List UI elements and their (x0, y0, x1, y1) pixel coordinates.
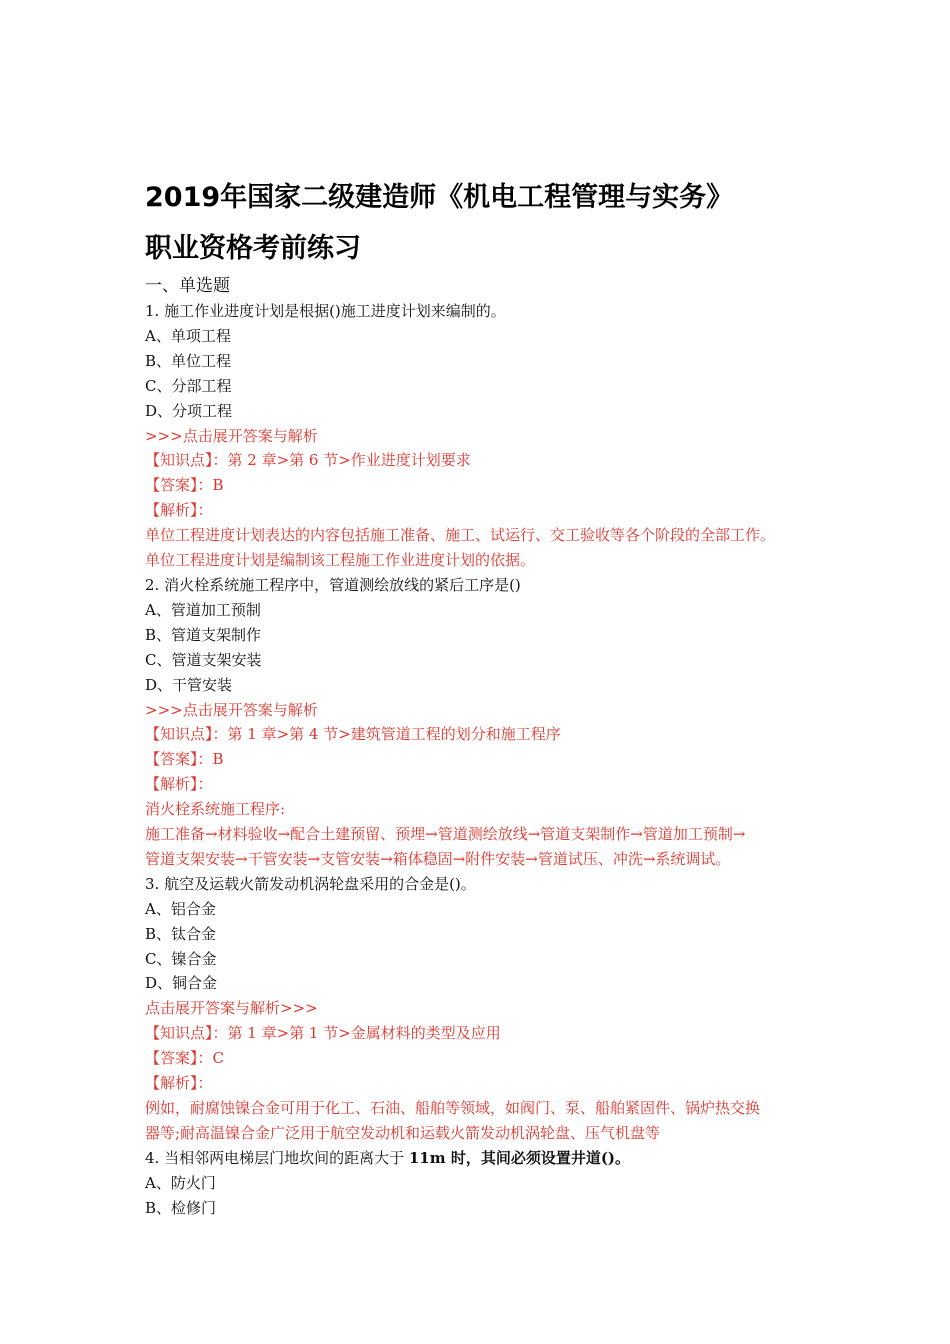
question-4-stem-prefix: 4. 当相邻两电梯层门地坎间的距离大于 (145, 1148, 409, 1167)
question-3-option-b: B、钛合金 (145, 924, 217, 943)
question-3-analysis-line-1: 例如，耐腐蚀镍合金可用于化工、石油、船舶等领域，如阀门、泵、船舶紧固件、锅炉热交换 (145, 1099, 761, 1117)
section-heading: 一、单选题 (145, 276, 230, 296)
question-1-option-c: C、分部工程 (145, 376, 232, 395)
question-1-answer: 【答案】：B (145, 476, 224, 495)
question-2-knowledge-point: 【知识点】：第 1 章>第 4 节>建筑管道工程的划分和施工程序 (145, 725, 561, 744)
question-1-option-d: D、分项工程 (145, 401, 233, 420)
question-3-analysis-label: 【解析】： (145, 1074, 213, 1093)
question-3-knowledge-point: 【知识点】：第 1 章>第 1 节>金属材料的类型及应用 (145, 1024, 501, 1043)
question-3-option-d: D、铜合金 (145, 974, 218, 993)
question-2-option-d: D、干管安装 (145, 675, 233, 694)
question-2-analysis-label: 【解析】： (145, 775, 213, 794)
question-1-option-b: B、单位工程 (145, 351, 232, 370)
question-4-option-a: A、防火门 (145, 1173, 216, 1192)
question-4-stem (145, 1146, 825, 1171)
question-1-knowledge-point: 【知识点】：第 2 章>第 6 节>作业进度计划要求 (145, 451, 471, 470)
document-content (145, 172, 825, 1221)
question-2-stem: 2. 消火栓系统施工程序中，管道测绘放线的紧后工序是() (145, 575, 521, 594)
question-1-analysis-label: 【解析】： (145, 501, 213, 520)
question-2-option-c: C、管道支架安装 (145, 650, 262, 669)
question-3-option-c: C、镍合金 (145, 949, 217, 968)
question-2-answer: 【答案】：B (145, 750, 224, 769)
question-3-stem: 3. 航空及运载火箭发动机涡轮盘采用的合金是()。 (145, 874, 476, 893)
question-2-expand-link[interactable]: >>>点击展开答案与解析 (145, 700, 318, 719)
question-2-analysis-line-1: 消火栓系统施工程序: (145, 800, 286, 819)
question-1-stem: 1. 施工作业进度计划是根据()施工进度计划来编制的。 (145, 302, 506, 320)
question-1-analysis-line-1: 单位工程进度计划表达的内容包括施工准备、施工、试运行、交工验收等各个阶段的全部工作。 (145, 526, 776, 545)
question-2-option-a: A、管道加工预制 (145, 600, 261, 619)
question-3-expand-link[interactable]: 点击展开答案与解析>>> (145, 999, 318, 1018)
question-4-stem-emphasis: 11m 时，其间必须设置井道()。 (408, 1148, 631, 1167)
question-3-option-a: A、铝合金 (145, 899, 216, 918)
question-4-option-b: B、检修门 (145, 1198, 217, 1217)
document-title-line-2: 职业资格考前练习 (145, 233, 361, 264)
question-1-expand-link[interactable]: >>>点击展开答案与解析 (145, 426, 318, 445)
question-1-analysis-line-2: 单位工程进度计划是编制该工程施工作业进度计划的依据。 (145, 551, 536, 570)
question-2-analysis-line-2: 施工准备→材料验收→配合土建预留、预埋→管道测绘放线→管道支架制作→管道加工预制→ (145, 825, 746, 844)
document-title-line-1: 2019年国家二级建造师《机电工程管理与实务》 (145, 182, 734, 213)
question-2-analysis-line-3: 管道支架安装→干管安装→支管安装→箱体稳固→附件安装→管道试压、冲洗→系统调试。 (145, 849, 731, 868)
question-2-option-b: B、管道支架制作 (145, 625, 262, 644)
question-1-option-a: A、单项工程 (145, 326, 231, 345)
question-3-answer: 【答案】：C (145, 1049, 224, 1068)
question-3-analysis-line-2: 器等;耐高温镍合金广泛用于航空发动机和运载火箭发动机涡轮盘、压气机盘等 (145, 1123, 661, 1142)
